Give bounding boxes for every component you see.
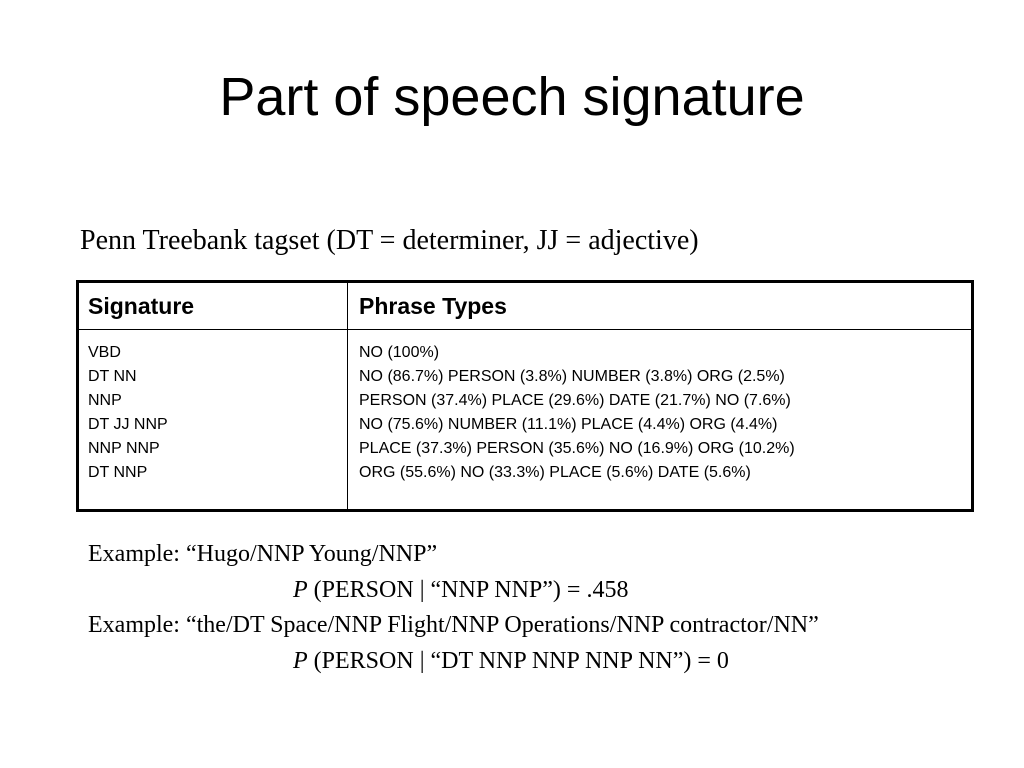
signature-cell: VBD	[88, 344, 121, 361]
example-probability	[88, 644, 819, 680]
example-text: Example: “Hugo/NNP Young/NNP”	[88, 541, 438, 567]
phrase-types-cell: NO (100%)	[359, 344, 440, 361]
signature-list	[88, 341, 168, 485]
probability-symbol: P	[293, 647, 308, 674]
header-phrase-types: Phrase Types	[359, 293, 507, 319]
slide-subtitle: Penn Treebank tagset (DT = determiner, JJ = adjective)	[80, 225, 699, 256]
phrase-types-cell: PLACE (37.3%) PERSON (35.6%) NO (16.9%) ORG (10.2%)	[359, 440, 795, 457]
probability-expression: (PERSON | “DT NNP NNP NNP NN”) = 0	[307, 647, 729, 674]
table-header-row	[79, 283, 971, 330]
phrase-types-cell: NO (75.6%) NUMBER (11.1%) PLACE (4.4%) ORG (4.4%)	[359, 416, 778, 433]
signature-table	[76, 280, 974, 512]
probability-expression: (PERSON | “NNP NNP”) = .458	[307, 576, 629, 603]
column-divider	[347, 283, 348, 509]
phrase-types-cell: PERSON (37.4%) PLACE (29.6%) DATE (21.7%) NO (7.6%)	[359, 392, 791, 409]
probability-symbol: P	[293, 576, 308, 603]
signature-cell: NNP	[88, 392, 122, 409]
phrase-types-cell: NO (86.7%) PERSON (3.8%) NUMBER (3.8%) ORG (2.5%)	[359, 368, 785, 385]
phrase-types-cell: ORG (55.6%) NO (33.3%) PLACE (5.6%) DATE (5.6%)	[359, 464, 751, 481]
slide-title: Part of speech signature	[219, 67, 805, 127]
signature-cell: DT NNP	[88, 464, 148, 481]
header-signature: Signature	[88, 293, 195, 319]
phrase-types-list	[359, 341, 795, 485]
signature-cell: DT JJ NNP	[88, 416, 168, 433]
signature-cell: DT NN	[88, 368, 137, 385]
example-text: Example: “the/DT Space/NNP Flight/NNP Operations/NNP contractor/NN”	[88, 612, 819, 638]
signature-cell: NNP NNP	[88, 440, 160, 457]
examples-block	[88, 537, 819, 679]
example-probability	[88, 573, 819, 609]
